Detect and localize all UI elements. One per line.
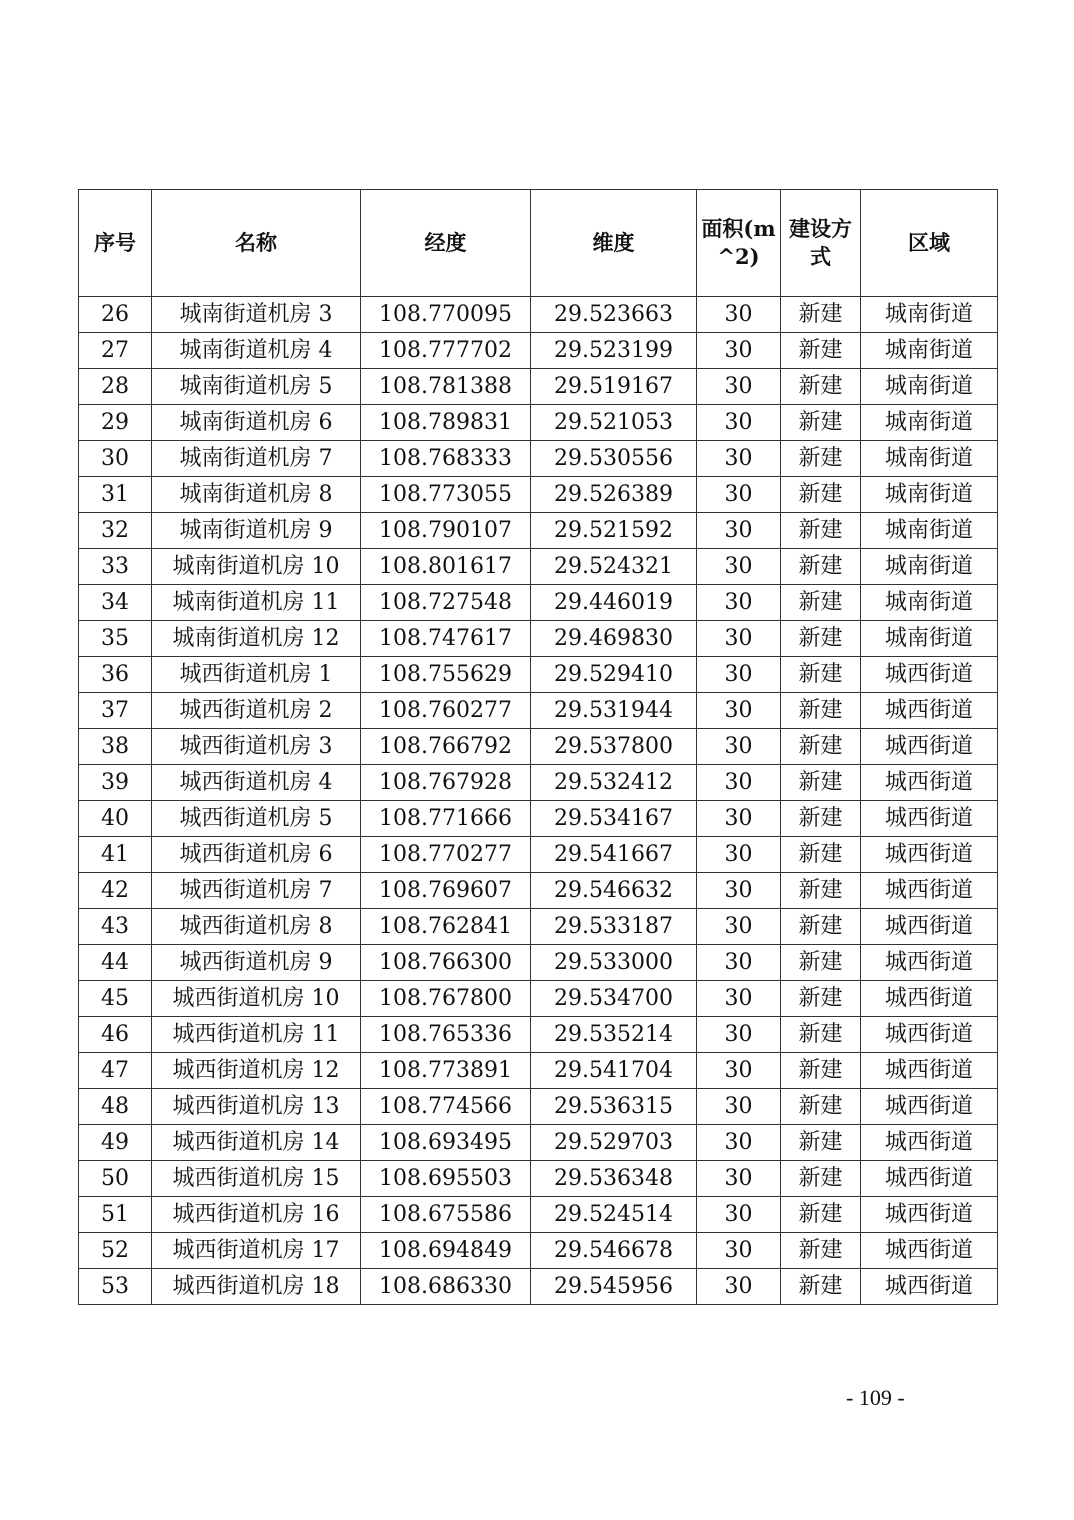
table-cell: 30 [697,801,781,837]
table-row [79,729,998,765]
table-cell: 新建 [781,729,861,765]
table-cell: 108.769607 [361,873,531,909]
table-cell: 城西街道 [861,837,998,873]
table-cell: 108.777702 [361,333,531,369]
table-cell: 30 [697,945,781,981]
table-cell: 49 [79,1125,152,1161]
table-cell: 40 [79,801,152,837]
table-cell: 城西街道 [861,729,998,765]
table-cell: 新建 [781,369,861,405]
table-cell: 城南街道 [861,333,998,369]
table-cell: 30 [697,585,781,621]
table-row [79,405,998,441]
table-cell: 38 [79,729,152,765]
table-cell: 30 [697,837,781,873]
table-cell: 29.537800 [531,729,697,765]
table-row [79,441,998,477]
table-cell: 城南街道 [861,477,998,513]
table-cell: 29.530556 [531,441,697,477]
table-cell: 30 [697,549,781,585]
table-cell: 新建 [781,513,861,549]
table-cell: 52 [79,1233,152,1269]
table-cell: 30 [79,441,152,477]
table-cell: 城西街道机房 15 [152,1161,361,1197]
table-cell: 新建 [781,657,861,693]
table-cell: 29.534167 [531,801,697,837]
table-cell: 新建 [781,945,861,981]
table-cell: 29.536348 [531,1161,697,1197]
page-number: - 109 - [846,1385,905,1410]
data-table [78,189,998,1305]
table-cell: 29.541667 [531,837,697,873]
table-cell: 108.770095 [361,297,531,333]
table-cell: 城南街道机房 3 [152,297,361,333]
table-cell: 108.773055 [361,477,531,513]
table-cell: 30 [697,1053,781,1089]
table-cell: 城西街道机房 13 [152,1089,361,1125]
table-row [79,1125,998,1161]
table-cell: 42 [79,873,152,909]
table-cell: 30 [697,1089,781,1125]
table-cell: 33 [79,549,152,585]
table-cell: 30 [697,1017,781,1053]
table-cell: 30 [697,657,781,693]
table-cell: 新建 [781,585,861,621]
table-cell: 新建 [781,297,861,333]
table-cell: 43 [79,909,152,945]
table-cell: 城南街道 [861,621,998,657]
table-row [79,477,998,513]
table-cell: 29.521053 [531,405,697,441]
table-cell: 城南街道 [861,549,998,585]
table-row [79,513,998,549]
table-cell: 城西街道机房 7 [152,873,361,909]
table-cell: 108.773891 [361,1053,531,1089]
table-row [79,693,998,729]
table-cell: 30 [697,477,781,513]
header-cell: 序号 [79,190,152,297]
table-cell: 31 [79,477,152,513]
table-cell: 城西街道机房 6 [152,837,361,873]
table-cell: 29.529410 [531,657,697,693]
table-cell: 城南街道机房 9 [152,513,361,549]
table-row [79,837,998,873]
table-cell: 28 [79,369,152,405]
table-cell: 108.762841 [361,909,531,945]
table-row [79,657,998,693]
table-row [79,585,998,621]
table-cell: 城西街道机房 14 [152,1125,361,1161]
table-cell: 108.770277 [361,837,531,873]
table-cell: 城南街道 [861,405,998,441]
table-cell: 29.531944 [531,693,697,729]
table-cell: 新建 [781,765,861,801]
table-cell: 新建 [781,1269,861,1305]
table-cell: 城南街道 [861,369,998,405]
table-cell: 城西街道 [861,873,998,909]
table-cell: 51 [79,1197,152,1233]
table-cell: 29.446019 [531,585,697,621]
table-cell: 30 [697,909,781,945]
table-cell: 城南街道机房 8 [152,477,361,513]
table-cell: 新建 [781,981,861,1017]
table-cell: 108.727548 [361,585,531,621]
table-cell: 城南街道机房 4 [152,333,361,369]
table-cell: 新建 [781,441,861,477]
table-cell: 27 [79,333,152,369]
table-cell: 30 [697,297,781,333]
table-row [79,981,998,1017]
table-cell: 32 [79,513,152,549]
table-cell: 30 [697,1233,781,1269]
table-row [79,1053,998,1089]
table-row [79,909,998,945]
table-cell: 城西街道机房 5 [152,801,361,837]
table-cell: 30 [697,1269,781,1305]
table-cell: 城西街道机房 8 [152,909,361,945]
table-body [79,297,998,1305]
table-cell: 108.768333 [361,441,531,477]
table-cell: 29.523199 [531,333,697,369]
table-row [79,1197,998,1233]
table-cell: 108.790107 [361,513,531,549]
table-cell: 城西街道机房 2 [152,693,361,729]
table-cell: 城西街道 [861,1017,998,1053]
table-cell: 城南街道机房 11 [152,585,361,621]
table-cell: 30 [697,729,781,765]
header-cell: 经度 [361,190,531,297]
table-cell: 37 [79,693,152,729]
table-cell: 108.747617 [361,621,531,657]
table-cell: 30 [697,369,781,405]
table-cell: 新建 [781,333,861,369]
table-cell: 城西街道 [861,693,998,729]
table-cell: 108.767800 [361,981,531,1017]
table-cell: 30 [697,873,781,909]
table-cell: 108.693495 [361,1125,531,1161]
table-cell: 城西街道 [861,1053,998,1089]
table-cell: 39 [79,765,152,801]
table-row [79,1089,998,1125]
table-cell: 30 [697,513,781,549]
table-cell: 29.546632 [531,873,697,909]
table-cell: 新建 [781,1125,861,1161]
table-cell: 30 [697,333,781,369]
table-cell: 城西街道 [861,1269,998,1305]
table-cell: 新建 [781,801,861,837]
table-cell: 44 [79,945,152,981]
table-cell: 城西街道 [861,1161,998,1197]
table-row [79,297,998,333]
table-cell: 城南街道 [861,585,998,621]
table-row [79,333,998,369]
table-cell: 城西街道机房 16 [152,1197,361,1233]
table-cell: 30 [697,1125,781,1161]
table-cell: 新建 [781,1161,861,1197]
table-cell: 29.536315 [531,1089,697,1125]
table-cell: 新建 [781,1017,861,1053]
table-cell: 新建 [781,837,861,873]
table-cell: 108.771666 [361,801,531,837]
table-cell: 城南街道机房 12 [152,621,361,657]
table-cell: 108.767928 [361,765,531,801]
table-cell: 城西街道 [861,909,998,945]
table-cell: 城西街道 [861,1089,998,1125]
table-cell: 29.535214 [531,1017,697,1053]
table-cell: 29.529703 [531,1125,697,1161]
table-cell: 城西街道机房 1 [152,657,361,693]
table-cell: 29.526389 [531,477,697,513]
table-cell: 城西街道 [861,765,998,801]
table-cell: 108.755629 [361,657,531,693]
table-cell: 29.524514 [531,1197,697,1233]
table-cell: 47 [79,1053,152,1089]
table-cell: 城西街道机房 3 [152,729,361,765]
table-cell: 108.781388 [361,369,531,405]
table-cell: 新建 [781,1233,861,1269]
table-cell: 城南街道 [861,513,998,549]
table-cell: 城西街道 [861,1125,998,1161]
table-cell: 城西街道机房 10 [152,981,361,1017]
table-row [79,369,998,405]
table-row [79,873,998,909]
table-header-row [79,190,998,297]
table-cell: 城西街道机房 9 [152,945,361,981]
table-cell: 城西街道 [861,801,998,837]
table-cell: 48 [79,1089,152,1125]
table-cell: 29.521592 [531,513,697,549]
header-cell: 维度 [531,190,697,297]
table-cell: 29.523663 [531,297,697,333]
table-cell: 城西街道 [861,945,998,981]
table-cell: 108.695503 [361,1161,531,1197]
table-cell: 新建 [781,477,861,513]
table-cell: 29.546678 [531,1233,697,1269]
table-cell: 29.533187 [531,909,697,945]
table-cell: 30 [697,405,781,441]
table-cell: 29.469830 [531,621,697,657]
table-cell: 108.766792 [361,729,531,765]
table-cell: 29.519167 [531,369,697,405]
table-row [79,945,998,981]
table-cell: 新建 [781,1197,861,1233]
table-cell: 29.541704 [531,1053,697,1089]
table-cell: 108.774566 [361,1089,531,1125]
table-cell: 新建 [781,405,861,441]
table-cell: 29.524321 [531,549,697,585]
table-cell: 26 [79,297,152,333]
table-row [79,1269,998,1305]
table-cell: 108.675586 [361,1197,531,1233]
table-cell: 城南街道 [861,297,998,333]
table-cell: 城南街道机房 6 [152,405,361,441]
table-cell: 29 [79,405,152,441]
table-cell: 城南街道 [861,441,998,477]
table-cell: 34 [79,585,152,621]
table-cell: 29.532412 [531,765,697,801]
header-cell: 面积(m^2) [697,190,781,297]
table-cell: 30 [697,621,781,657]
table-cell: 城西街道 [861,657,998,693]
table-cell: 新建 [781,621,861,657]
table-cell: 108.765336 [361,1017,531,1053]
table-cell: 新建 [781,873,861,909]
table-cell: 45 [79,981,152,1017]
table-row [79,1233,998,1269]
table-row [79,801,998,837]
header-cell: 名称 [152,190,361,297]
table-cell: 新建 [781,693,861,729]
table-row [79,1017,998,1053]
table-cell: 53 [79,1269,152,1305]
table-cell: 新建 [781,1089,861,1125]
header-cell: 建设方式 [781,190,861,297]
table-cell: 城南街道机房 7 [152,441,361,477]
table-cell: 新建 [781,549,861,585]
table-row [79,765,998,801]
table-cell: 新建 [781,909,861,945]
table-cell: 108.760277 [361,693,531,729]
table-cell: 城西街道机房 4 [152,765,361,801]
table-cell: 41 [79,837,152,873]
table-row [79,1161,998,1197]
table-cell: 30 [697,1197,781,1233]
table-cell: 城西街道机房 17 [152,1233,361,1269]
table-cell: 35 [79,621,152,657]
table-cell: 城南街道机房 5 [152,369,361,405]
table-cell: 城南街道机房 10 [152,549,361,585]
table-cell: 30 [697,693,781,729]
table-cell: 30 [697,1161,781,1197]
table-cell: 城西街道 [861,1197,998,1233]
table-row [79,621,998,657]
table-cell: 108.766300 [361,945,531,981]
table-cell: 29.534700 [531,981,697,1017]
table-cell: 30 [697,981,781,1017]
table-cell: 108.694849 [361,1233,531,1269]
table-cell: 46 [79,1017,152,1053]
table-cell: 30 [697,441,781,477]
table-cell: 29.533000 [531,945,697,981]
table-cell: 50 [79,1161,152,1197]
table-cell: 城西街道机房 11 [152,1017,361,1053]
table-cell: 城西街道机房 12 [152,1053,361,1089]
table-row [79,549,998,585]
table-cell: 108.789831 [361,405,531,441]
table-cell: 30 [697,765,781,801]
table-cell: 城西街道 [861,1233,998,1269]
table-cell: 36 [79,657,152,693]
table-cell: 108.686330 [361,1269,531,1305]
table-cell: 29.545956 [531,1269,697,1305]
table-cell: 新建 [781,1053,861,1089]
header-cell: 区域 [861,190,998,297]
table-cell: 城西街道 [861,981,998,1017]
table-cell: 城西街道机房 18 [152,1269,361,1305]
table-cell: 108.801617 [361,549,531,585]
